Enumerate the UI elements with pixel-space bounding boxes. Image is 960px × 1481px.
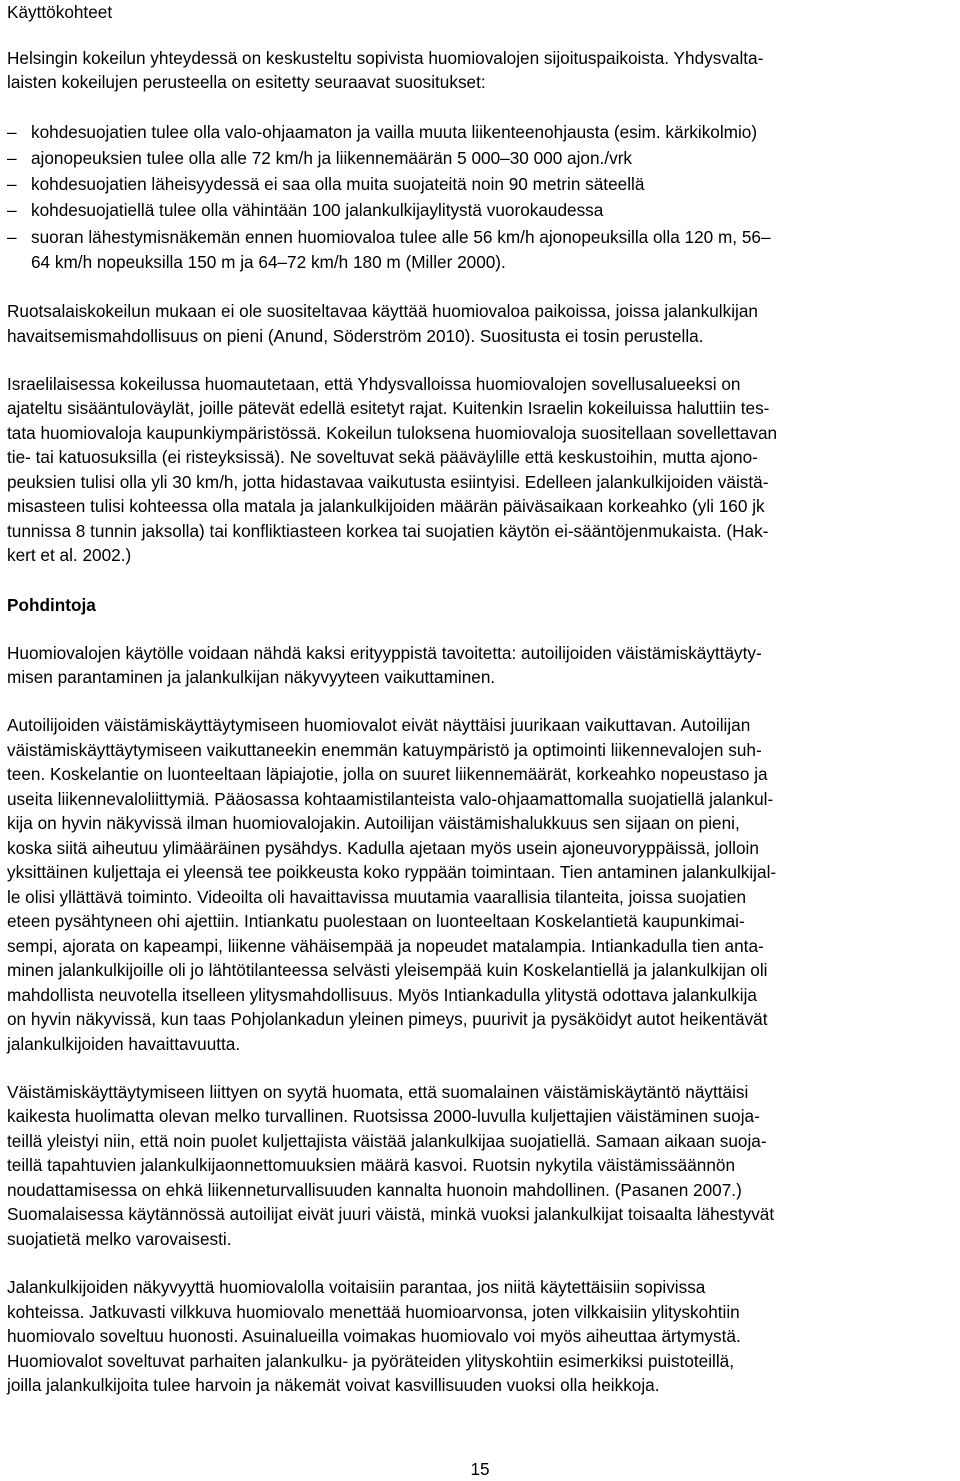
- paragraph-line: teen. Koskelantie on luonteeltaan läpiajotie, jolla on suuret liikennemäärät, korkeahko nopeustaso ja: [7, 764, 768, 784]
- paragraph-line: sempi, ajorata on kapeampi, liikenne vähäisempää ja nopeudet matalampia. Intiankadulla tien anta-: [7, 936, 764, 956]
- list-item-text: kohdesuojatien tulee olla valo-ohjaamaton ja vailla muuta liikenteenohjausta (esim. kärkikolmio): [31, 122, 758, 142]
- paragraph-line: peuksien tulisi olla yli 30 km/h, jotta hidastavaa vaikutusta esiintyisi. Edelleen jalankulkijoiden väistä-: [7, 472, 769, 492]
- paragraph-line: ajateltu sisääntuloväylät, joille pätevät edellä esitetyt rajat. Kuitenkin Israelin kokeiluissa haluttiin tes-: [7, 398, 770, 418]
- paragraph-line: Väistämiskäyttäytymiseen liittyen on syytä huomata, että suomalainen väistämiskäytäntö näyttäisi: [7, 1082, 749, 1102]
- paragraph-line: minen jalankulkijoille oli jo lähtötilanteessa selvästi yleisempää kuin Koskelantiellä ja jalankulkijan oli: [7, 960, 768, 980]
- bullet-dash: –: [7, 200, 17, 220]
- paragraph-line: teillä tapahtuvien jalankulkijaonnettomuuksien määrä kasvoi. Ruotsin nykytila väistämissäännön: [7, 1155, 736, 1175]
- intro-line: Helsingin kokeilun yhteydessä on keskusteltu sopivista huomiovalojen sijoituspaikoista. Yhdysvalta-: [7, 48, 764, 68]
- list-item-text-continued: 64 km/h nopeuksilla 150 m ja 64–72 km/h 180 m (Miller 2000).: [31, 252, 506, 272]
- bullet-dash: –: [7, 148, 17, 168]
- paragraph-line: tunnissa 8 tunnin jaksolla) tai konfliktiasteen korkea tai suojatien käytön ei-sääntöjenmukaista. (Hak-: [7, 521, 769, 541]
- paragraph-line: misen parantaminen ja jalankulkijan näkyvyyteen vaikuttaminen.: [7, 667, 496, 687]
- paragraph-line: suojatietä melko varovaisesti.: [7, 1229, 232, 1249]
- paragraph-line: mahdollista neuvotella itselleen ylitysmahdollisuus. Myös Intiankadulla ylitystä odottava jalankulkija: [7, 985, 757, 1005]
- bullet-dash: –: [7, 122, 17, 142]
- page-number: 15: [470, 1459, 490, 1479]
- paragraph-line: eteen pysähtyneen ohi ajettiin. Intiankatu puolestaan on luonteeltaan Koskelantietä kaupunkimai-: [7, 911, 745, 931]
- list-item-text: kohdesuojatien läheisyydessä ei saa olla muita suojateitä noin 90 metrin säteellä: [31, 174, 645, 194]
- paragraph-line: tata huomiovaloja kaupunkiympäristössä. Kokeilun tuloksena huomiovaloja suositellaan sovellettavan: [7, 423, 778, 443]
- intro-line: laisten kokeilujen perusteella on esitetty seuraavat suositukset:: [7, 72, 486, 92]
- paragraph-line: Huomiovalot soveltuvat parhaiten jalankulku- ja pyöräteiden ylityskohtiin esimerkiksi puistoteillä,: [7, 1351, 735, 1371]
- paragraph-line: on hyvin näkyvissä, kun taas Pohjolankadun yleinen pimeys, puurivit ja pysäköidyt autot heikentävät: [7, 1009, 768, 1029]
- paragraph-line: jalankulkijoiden havaittavuutta.: [7, 1034, 241, 1054]
- paragraph-line: Suomalaisessa käytännössä autoilijat eivät juuri väistä, minkä vuoksi jalankulkijat toisaalta lähestyvät: [7, 1204, 775, 1224]
- paragraph-line: useita liikennevaloliittymiä. Pääosassa kohtaamistilanteista valo-ohjaamattomalla suojatiellä jalankul-: [7, 789, 774, 809]
- paragraph-line: kohteissa. Jatkuvasti vilkkuva huomiovalo menettää huomioarvonsa, joten vilkkaisiin ylityskohtiin: [7, 1302, 740, 1322]
- paragraph-line: Huomiovalojen käytölle voidaan nähdä kaksi erityyppistä tavoitetta: autoilijoiden väistämiskäyttäyty-: [7, 643, 762, 663]
- paragraph-line: kert et al. 2002.): [7, 545, 132, 565]
- paragraph-line: Autoilijoiden väistämiskäyttäytymiseen huomiovalot eivät näyttäisi juurikaan vaikuttavan. Autoilijan: [7, 715, 751, 735]
- list-item-text: kohdesuojatiellä tulee olla vähintään 100 jalankulkijaylitystä vuorokaudessa: [31, 200, 604, 220]
- paragraph-line: kaikesta huolimatta olevan melko turvallinen. Ruotsissa 2000-luvulla kuljettajien väistäminen suoja-: [7, 1106, 760, 1126]
- paragraph-line: Ruotsalaiskokeilun mukaan ei ole suositeltavaa käyttää huomiovaloa paikoissa, joissa jalankulkijan: [7, 301, 758, 321]
- paragraph-line: havaitsemismahdollisuus on pieni (Anund, Söderström 2010). Suositusta ei tosin perustella.: [7, 326, 704, 346]
- bullet-dash: –: [7, 174, 17, 194]
- paragraph-line: joilla jalankulkijoita tulee harvoin ja näkemät voivat kasvillisuuden vuoksi olla heikkoja.: [7, 1375, 660, 1395]
- paragraph-line: misasteen tulisi kohteessa olla matala ja jalankulkijoiden määrän päiväsaikaan korkeahko (yli 160 jk: [7, 496, 765, 516]
- paragraph-line: huomiovalo soveltuu huonosti. Asuinalueilla voimakas huomiovalo voi myös aiheuttaa ärtymystä.: [7, 1326, 741, 1346]
- paragraph-line: väistämiskäyttäytymiseen vaikuttaneekin enemmän katuympäristö ja optimointi liikennevalojen suh-: [7, 740, 762, 760]
- bullet-dash: –: [7, 227, 17, 247]
- paragraph-line: koska siitä aiheutuu ylimääräinen pysähdys. Kadulla ajetaan myös usein ajoneuvoryppäissä, jolloin: [7, 838, 759, 858]
- section-heading-kayttokohteet: Käyttökohteet: [7, 2, 113, 22]
- paragraph-line: noudattamisessa on ehkä liikenneturvallisuuden kannalta huonoin mahdollinen. (Pasanen 2007.): [7, 1180, 742, 1200]
- paragraph-line: tie- tai katuosuksilla (ei risteyksissä). Ne soveltuvat sekä pääväylille että keskustoihin, mutta ajono-: [7, 447, 758, 467]
- paragraph-line: Jalankulkijoiden näkyvyyttä huomiovalolla voitaisiin parantaa, jos niitä käytettäisiin sopivissa: [7, 1277, 706, 1297]
- paragraph-line: teillä yleistyi niin, että noin puolet kuljettajista väistää jalankulkijaa suojatiellä. Samaan aikaan suoja-: [7, 1131, 767, 1151]
- paragraph-line: yksittäinen kuljettaja ei yleensä tee poikkeusta koko ryppään toimintaan. Tien antaminen jalankulkijal-: [7, 862, 777, 882]
- paragraph-line: kija on hyvin näkyvissä ilman huomiovalojakin. Autoilijan väistämishalukkuus sen sijaan on pieni,: [7, 813, 740, 833]
- section-heading-pohdintoja: Pohdintoja: [7, 595, 96, 615]
- list-item-text: suoran lähestymisnäkemän ennen huomiovaloa tulee alle 56 km/h ajonopeuksilla olla 120 m, 56–: [31, 227, 771, 247]
- paragraph-line: le olisi yllättävä toiminto. Videoilta oli havaittavissa muutamia vaarallisia tilanteita, joissa suojatien: [7, 887, 747, 907]
- list-item-text: ajonopeuksien tulee olla alle 72 km/h ja liikennemäärän 5 000–30 000 ajon./vrk: [31, 148, 633, 168]
- paragraph-line: Israelilaisessa kokeilussa huomautetaan, että Yhdysvalloissa huomiovalojen sovellusalueeksi on: [7, 374, 741, 394]
